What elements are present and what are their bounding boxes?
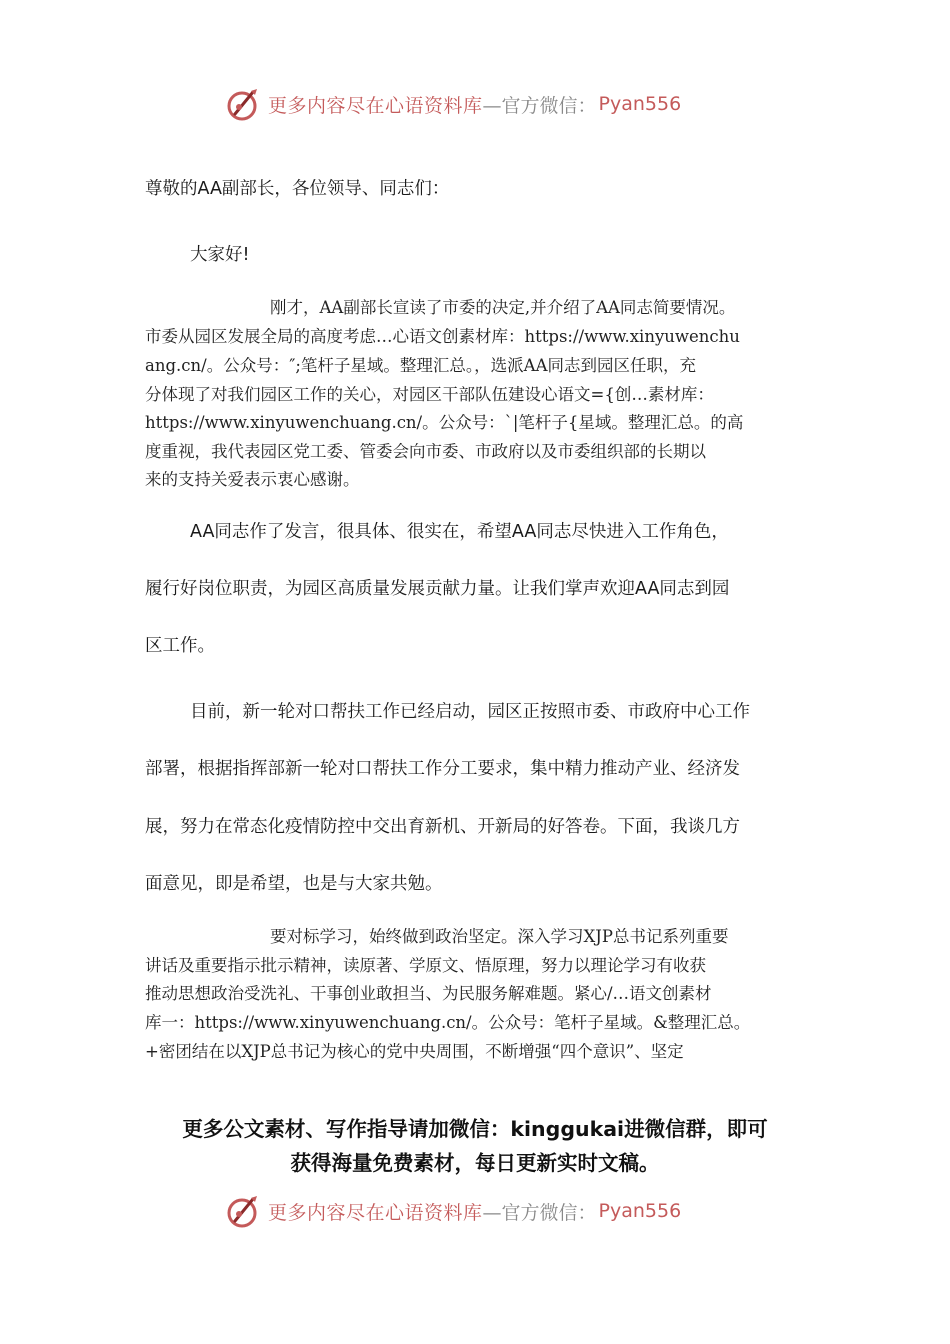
salutation: 尊敬的AA副部长，各位领导、同志们：	[145, 179, 450, 199]
para1-line: 分体现了对我们园区工作的关心，对园区干部队伍建设心语文={创…素材库：	[145, 385, 714, 404]
para4-line: 库一：https://www.xinyuwenchuang.cn/。公众号：笔杆子星域。&整理汇总。	[145, 1013, 751, 1032]
para1-line: 市委从园区发展全局的高度考虑…心语文创素材库：https://www.xinyuwenchu	[145, 327, 740, 346]
para1-line: 刚才，AA副部长宣读了市委的决定,并介绍了AA同志简要情况。	[270, 298, 736, 317]
banner-separator: —官方微信：	[482, 1201, 597, 1224]
para2-line: AA同志作了发言，很具体、很实在，希望AA同志尽快进入工作角色，	[190, 522, 729, 542]
para1-line: https://www.xinyuwenchuang.cn/。公众号：`|笔杆子{星域。整理汇总。的高	[145, 413, 744, 432]
greeting: 大家好!	[190, 245, 250, 265]
banner-title: 更多内容尽在心语资料库	[268, 94, 483, 117]
banner-wechat-handle: Pyan556	[598, 1200, 682, 1222]
para3-line: 面意见，即是希望，也是与大家共勉。	[145, 874, 443, 894]
para2-line: 区工作。	[145, 636, 215, 656]
para1-line: 来的支持关爱表示衷心感谢。	[145, 470, 360, 489]
banner-wechat-handle: Pyan556	[598, 93, 682, 115]
para3-line: 展，努力在常态化疫情防控中交出育新机、开新局的好答卷。下面，我谈几方	[145, 817, 740, 837]
para3-line: 目前，新一轮对口帮扶工作已经启动，园区正按照市委、市政府中心工作	[190, 702, 750, 722]
para3-line: 部署，根据指挥部新一轮对口帮扶工作分工要求，集中精力推动产业、经济发	[145, 759, 740, 779]
para4-line: 要对标学习，始终做到政治坚定。深入学习XJP总书记系列重要	[270, 927, 729, 946]
para4-line: 推动思想政治受洗礼、干事创业敢担当、为民服务解难题。紧心/…语文创素材	[145, 984, 712, 1003]
para4-line: 讲话及重要指示批示精神，读原著、学原文、悟原理，努力以理论学习有收获	[145, 956, 706, 975]
para1-line: ang.cn/。公众号：″;笔杆子星域。整理汇总。，选派AA同志到园区任职，充	[145, 356, 697, 375]
banner-separator: —官方微信：	[482, 94, 597, 117]
promo-line: 更多公文素材、写作指导请加微信：kinggukai进微信群，即可	[182, 1117, 768, 1141]
brush-logo-icon	[226, 86, 262, 122]
para2-line: 履行好岗位职责，为园区高质量发展贡献力量。让我们掌声欢迎AA同志到园	[145, 579, 730, 599]
para1-line: 度重视，我代表园区党工委、管委会向市委、市政府以及市委组织部的长期以	[145, 442, 706, 461]
footer-banner	[226, 1191, 746, 1231]
brush-logo-icon	[226, 1193, 262, 1229]
promo-line: 获得海量免费素材，每日更新实时文稿。	[290, 1151, 660, 1175]
para4-line: +密团结在以XJP总书记为核心的党中央周围，不断增强“四个意识”、坚定	[145, 1042, 684, 1061]
banner-title: 更多内容尽在心语资料库	[268, 1201, 483, 1224]
header-banner	[226, 84, 746, 124]
